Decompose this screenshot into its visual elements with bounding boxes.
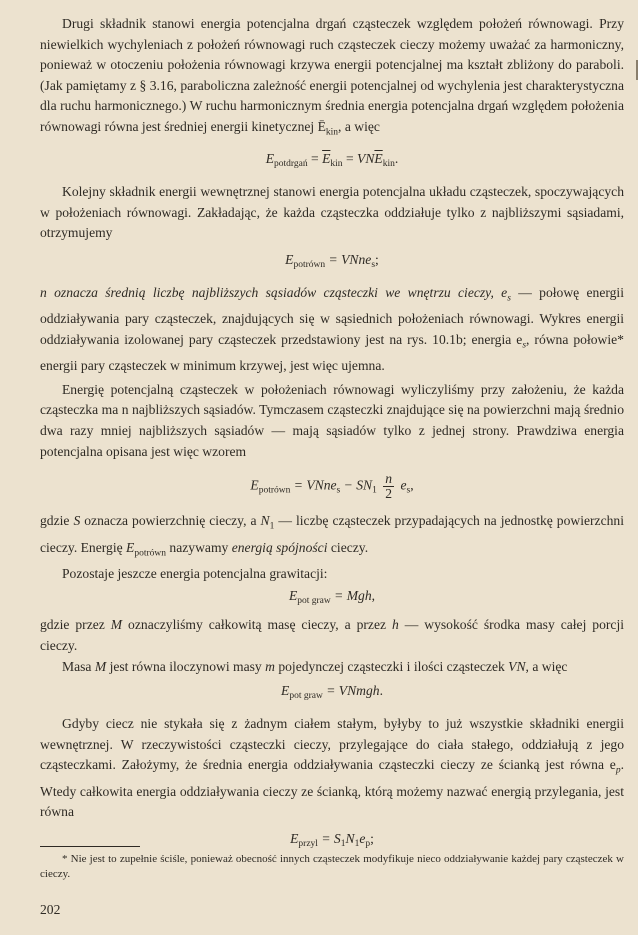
- paragraph-6: Pozostaje jeszcze energia potencjalna grawitacji:: [62, 565, 328, 581]
- paragraph-8: Masa M jest równa iloczynowi masy m pojedynczej cząsteczki i ilości cząsteczek VN, a więc: [62, 658, 568, 674]
- paragraph-5: gdzie S oznacza powierzchnię cieczy, a $N_1$ — liczbę cząsteczek przypadających na jednostkę powierzchni cieczy. Energię $E_{potrówn}$ nazywamy energią spójności cieczy.: [40, 513, 624, 559]
- equation-3: $E_{potrówn}$ = VNne$_s$ − $SN_1$ $\frac{n}{2}$ $e_s$,: [250, 471, 414, 502]
- main-text: [40, 14, 624, 854]
- equation-6: $E_{przyl} = S_1N_1e_p$;: [290, 830, 374, 849]
- page-number: 202: [40, 902, 61, 917]
- footnote-rule: [40, 846, 140, 847]
- equation-4: $E_{pot graw}$ = Mgh,: [288, 588, 376, 607]
- paragraph-4: Energię potencjalną cząsteczek w położeniach równowagi wyliczyliśmy przy założeniu, że każda cząsteczka ma n najbliższych sąsiadów. Tymczasem cząsteczki znajdujące się na powierzchni mają średnio dwa razy mniej najbliższych sąsiadów — mają sąsiadów tylko z jednej strony. Prawdziwa energia potencjalna opisana jest więc wzorem: [40, 381, 624, 459]
- footnote: * Nie jest to zupełnie ściśle, ponieważ obecność innych cząsteczek modyfikuje nieco oddziaływanie każdej pary cząsteczek w cieczy.: [40, 853, 624, 880]
- equation-2: $E_{potrówn}$ = VNne$_s$;: [285, 252, 379, 271]
- paragraph-7: gdzie przez M oznaczyliśmy całkowitą masę cieczy, a przez h — wysokość środka masy całej porcji cieczy.: [40, 617, 625, 654]
- paragraph-1: Drugi składnik stanowi energia potencjalna drgań cząsteczek względem położeń równowagi. Przy niewielkich wychyleniach z położeń równowagi ruch cząsteczek cieczy możemy uważać za harmoniczny, ponieważ w otoczeniu położenia równowagi krzywa energii potencjalnej ma kształt zbliżony do paraboli. (Jak pamiętamy z § 3.16, paraboliczna zależność energii potencjalnej od wychylenia jest charakterystyczna dla ruchu harmonicznego.) W ruchu harmonicznym średnia energia potencjalna drgań względem położenia równowagi równa jest średniej energii kinetycznej $Ē_{kin}$, a więc: [40, 16, 624, 138]
- fraction-n-over-2: $\frac{n}{2}$: [385, 471, 393, 502]
- paragraph-2: Kolejny składnik energii wewnętrznej stanowi energia potencjalna układu cząsteczek, spoczywających w położeniach równowagi. Zakładając, że każda cząsteczka oddziałuje tylko z najbliższymi sąsiadami, otrzymujemy: [40, 184, 624, 241]
- equation-1: $E_{potdrgań} = \overline{E}_{kin} = VN\overline{E}_{kin}$.: [265, 151, 399, 170]
- equation-5: $E_{pot graw}$ = VNmgh.: [281, 683, 383, 702]
- paragraph-3: n oznacza średnią liczbę najbliższych sąsiadów cząsteczki we wnętrzu cieczy, $e_s$ — połowę energii oddziaływania pary cząsteczek, znajdujących się w sąsiednich położeniach równowagi. Wykres energii oddziaływania izolowanej pary cząsteczek przedstawiony jest na rys. 10.1b; energia $e_s$, równa połowie* energii pary cząsteczek w minimum krzywej, jest więc ujemna.: [40, 285, 624, 374]
- kin-subscript: kin: [325, 127, 339, 138]
- paragraph-9: Gdyby ciecz nie stykała się z żadnym ciałem stałym, byłyby to już wszystkie składniki energii wewnętrznej. W rzeczywistości cząsteczki cieczy, przylegające do ciała stałego, oddziałują z jego cząsteczkami. Założymy, że średnia energia oddziaływania cząsteczki cieczy ze ścianką jest równa $e_p$. Wtedy całkowita energia oddziaływania cieczy ze ścianką, którą możemy nazwać energią przylegania, jest równa: [40, 716, 624, 820]
